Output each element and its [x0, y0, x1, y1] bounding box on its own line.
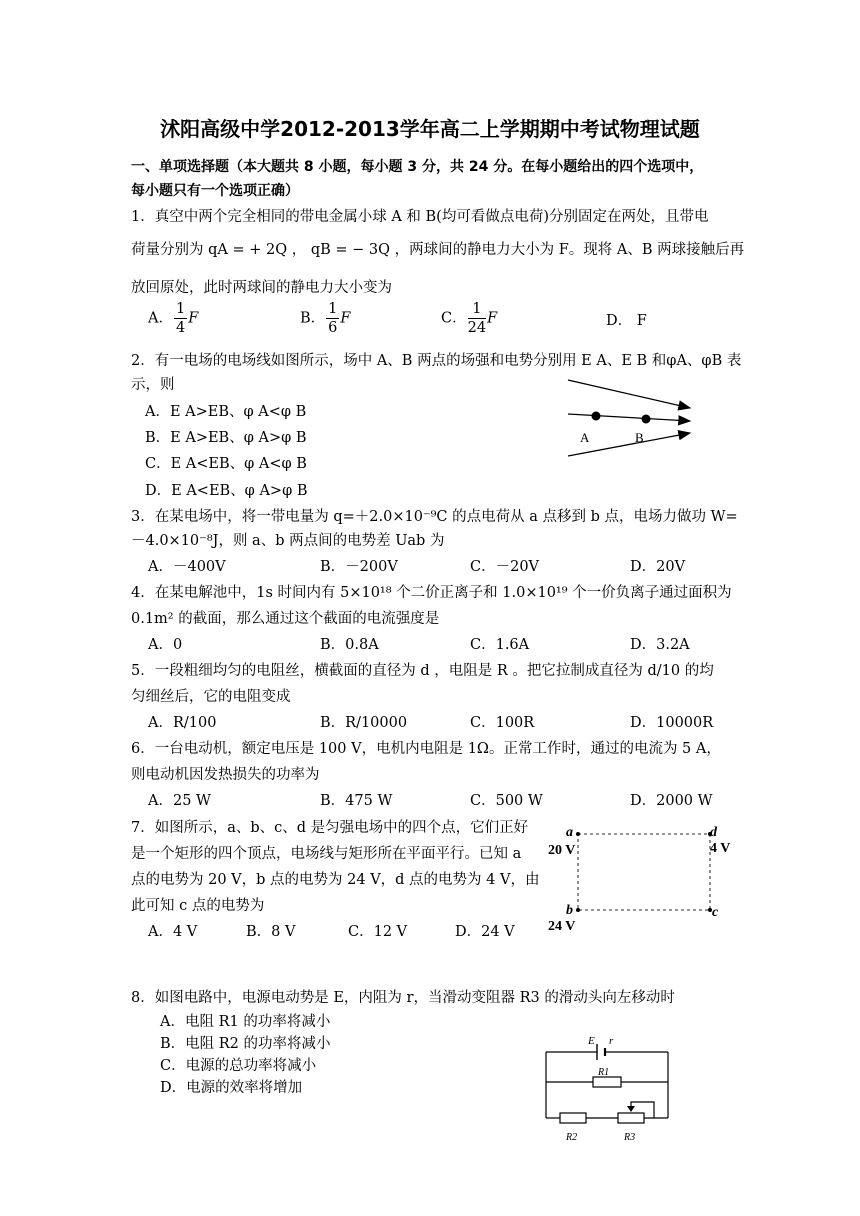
- q4-option-b[interactable]: B．0.8A: [320, 637, 379, 653]
- resistor-r2-label: R2: [566, 1132, 578, 1143]
- resistor-r2: [560, 1113, 586, 1123]
- q8-text-line1: 8．如图电路中，电源电动势是 E，内阻为 r，当滑动变阻器 R3 的滑动头向左移动时: [131, 990, 675, 1006]
- q6-option-b[interactable]: B．475 W: [320, 793, 393, 809]
- q7-text-line3: 点的电势为 20 V，b 点的电势为 24 V，d 点的电势为 4 V，由: [131, 872, 540, 888]
- q4-text-line1: 4．在某电解池中，1s 时间内有 5×10¹⁸ 个二价正离子和 1.0×10¹⁹ 个一价负离子通过面积为: [131, 585, 732, 601]
- q7-text-line4: 此可知 c 点的电势为: [131, 898, 265, 914]
- q1-text-line1: 1．真空中两个完全相同的带电金属小球 A 和 B(均可看做点电荷)分别固定在两处，且带电: [131, 209, 709, 225]
- source-emf-label: E: [588, 1035, 595, 1047]
- q1-option-c-num: 1: [468, 300, 486, 319]
- corner-a-label: a: [566, 825, 573, 840]
- q8-circuit-figure: [538, 1030, 678, 1150]
- q6-text-line2: 则电动机因发热损失的功率为: [131, 767, 320, 783]
- q8-option-d[interactable]: D．电源的效率将增加: [160, 1080, 303, 1096]
- q8-option-c[interactable]: C．电源的总功率将减小: [160, 1058, 317, 1074]
- q5-text-line2: 匀细丝后，它的电阻变成: [131, 689, 291, 705]
- q3-option-b[interactable]: B．－200V: [320, 559, 398, 575]
- q1-option-b-var: F: [340, 310, 351, 327]
- field-line-middle: [568, 414, 690, 421]
- resistor-r1-label: R1: [598, 1067, 610, 1078]
- q1-option-b-num: 1: [328, 301, 338, 317]
- point-b-dot: [642, 415, 651, 424]
- corner-b-dot: [576, 908, 580, 912]
- q3-option-a[interactable]: A．－400V: [148, 559, 226, 575]
- q1-option-c-label: C．: [441, 310, 467, 327]
- q6-option-c[interactable]: C．500 W: [470, 793, 543, 809]
- q4-option-c[interactable]: C．1.6A: [470, 637, 530, 653]
- q8-option-a[interactable]: A．电阻 R1 的功率将减小: [160, 1014, 331, 1030]
- q6-text-line1: 6．一台电动机，额定电压是 100 V，电机内电阻是 1Ω。正常工作时，通过的电流为 5 A，: [131, 741, 721, 757]
- section-heading-line2: 每小题只有一个选项正确）: [131, 183, 299, 199]
- point-a-dot: [592, 412, 601, 421]
- corner-b-voltage: 24 V: [548, 919, 576, 934]
- q7-dashed-rectangle: [578, 834, 710, 910]
- q1-option-a-label: A．: [148, 310, 173, 327]
- internal-resistance-label: r: [609, 1035, 614, 1047]
- q6-option-a[interactable]: A．25 W: [148, 793, 211, 809]
- q5-option-d[interactable]: D．10000R: [630, 715, 714, 731]
- q1-option-a-fraction: [174, 300, 187, 337]
- q7-rectangle-figure: [540, 822, 750, 934]
- q5-option-a[interactable]: A．R/100: [148, 715, 217, 731]
- q2-text-line1: 2．有一电场的电场线如图所示，场中 A、B 两点的场强和电势分别用 E A、E B 和φA、φB 表: [131, 353, 742, 369]
- corner-c-label: c: [712, 905, 719, 920]
- q2-field-lines-figure: [560, 374, 700, 464]
- q1-text-line2: 荷量分别为 qA = + 2Q ， qB = − 3Q ，两球间的静电力大小为 F。现将 A、B 两球接触后再: [131, 242, 745, 258]
- q1-option-a-num: 1: [175, 301, 186, 317]
- q1-option-c-den: 24: [467, 320, 487, 336]
- q2-option-c[interactable]: C．E A<EB、φ A<φ B: [145, 456, 307, 472]
- resistor-r1: [593, 1077, 621, 1087]
- corner-a-voltage: 20 V: [548, 843, 576, 858]
- q4-option-d[interactable]: D．3.2A: [630, 637, 690, 653]
- q7-option-d[interactable]: D．24 V: [455, 924, 515, 940]
- corner-a-dot: [576, 832, 580, 836]
- q4-text-line2: 0.1m² 的截面，那么通过这个截面的电流强度是: [131, 611, 440, 627]
- rheostat-r3: [618, 1113, 644, 1123]
- q1-option-b[interactable]: [300, 300, 350, 337]
- point-a-label: A: [580, 430, 590, 445]
- q7-text-line2: 是一个矩形的四个顶点，电场线与矩形所在平面平行。已知 a: [131, 846, 522, 862]
- q5-option-c[interactable]: C．100R: [470, 715, 535, 731]
- q7-option-c[interactable]: C．12 V: [348, 924, 408, 940]
- q1-option-b-den: 6: [328, 320, 338, 336]
- q1-option-a[interactable]: [148, 300, 198, 337]
- section-heading-line1: 一、单项选择题（本大题共 8 小题，每小题 3 分，共 24 分。在每小题给出的四个选项中，: [131, 159, 704, 175]
- q1-option-a-var: F: [188, 310, 199, 327]
- q2-text-line2: 示，则: [131, 377, 175, 393]
- q1-option-c[interactable]: [441, 300, 497, 337]
- corner-d-label: d: [710, 825, 717, 840]
- q5-text-line1: 5．一段粗细均匀的电阻丝，横截面的直径为 d ，电阻是 R 。把它拉制成直径为 d/10 的均: [131, 663, 714, 679]
- field-line-top: [568, 380, 690, 408]
- page-title: 沭阳高级中学2012-2013学年高二上学期期中考试物理试题: [160, 117, 700, 141]
- corner-b-label: b: [566, 903, 573, 918]
- q1-text-line3: 放回原处，此时两球间的静电力大小变为: [131, 280, 392, 296]
- q2-option-b[interactable]: B．E A>EB、φ A>φ B: [145, 430, 307, 446]
- q1-option-b-label: B．: [300, 310, 326, 327]
- rheostat-r3-label: R3: [624, 1132, 636, 1143]
- point-b-label: B: [635, 430, 644, 445]
- q1-option-d[interactable]: D． F: [606, 313, 647, 329]
- q1-option-c-fraction: [468, 300, 486, 337]
- q8-option-b[interactable]: B．电阻 R2 的功率将减小: [160, 1036, 331, 1052]
- q2-option-a[interactable]: A．E A>EB、φ A<φ B: [145, 404, 307, 420]
- q5-option-b[interactable]: B．R/10000: [320, 715, 408, 731]
- q7-text-line1: 7．如图所示，a、b、c、d 是匀强电场中的四个点，它们正好: [131, 820, 529, 836]
- q7-option-a[interactable]: A．4 V: [148, 924, 198, 940]
- q3-text-line1: 3．在某电场中，将一带电量为 q=＋2.0×10⁻⁹C 的点电荷从 a 点移到 b 点，电场力做功 W=: [131, 509, 738, 525]
- q1-option-c-var: F: [487, 310, 498, 327]
- q3-text-line2: －4.0×10⁻⁸J，则 a、b 两点间的电势差 Uab 为: [131, 533, 445, 549]
- q7-option-b[interactable]: B．8 V: [246, 924, 296, 940]
- q6-option-d[interactable]: D．2000 W: [630, 793, 713, 809]
- q1-option-b-fraction: [326, 300, 339, 337]
- q2-option-d[interactable]: D．E A<EB、φ A>φ B: [145, 483, 308, 499]
- q1-option-a-den: 4: [175, 320, 186, 336]
- q3-option-c[interactable]: C．－20V: [470, 559, 540, 575]
- q3-option-d[interactable]: D．20V: [630, 559, 686, 575]
- corner-d-voltage: 4 V: [710, 841, 731, 856]
- slider-arrow-icon: [627, 1106, 635, 1112]
- q4-option-a[interactable]: A．0: [148, 637, 183, 653]
